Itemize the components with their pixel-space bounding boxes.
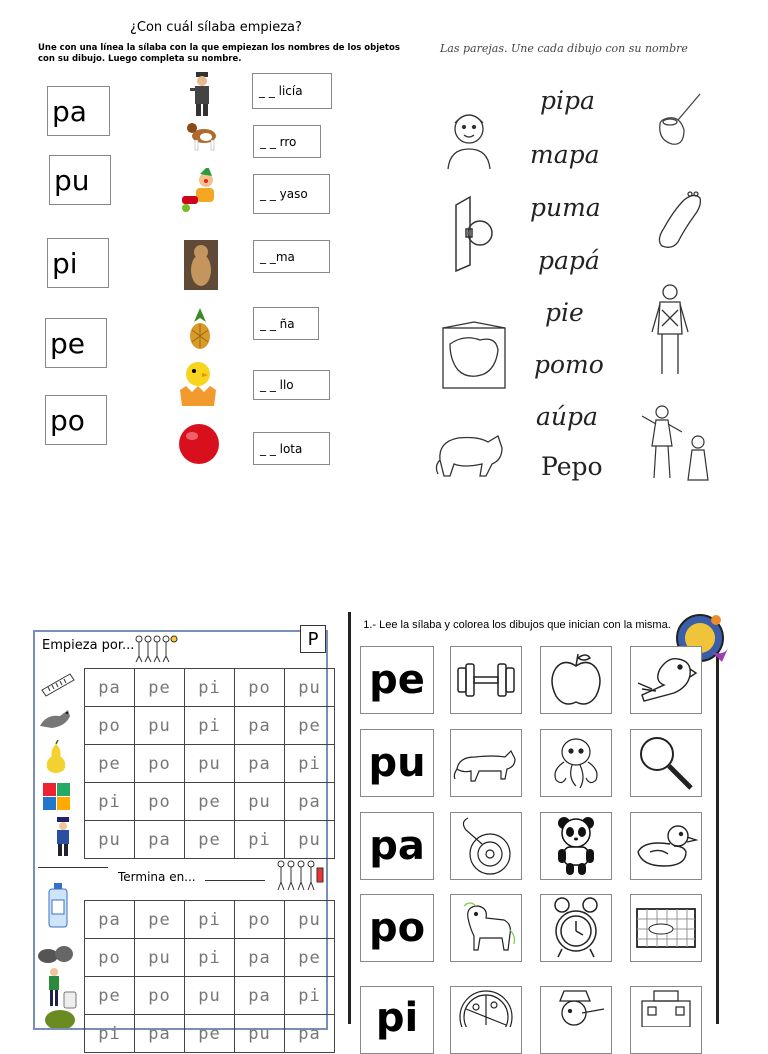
top-cell[interactable]: pu [85,821,135,859]
top-cell[interactable]: pu [135,707,185,745]
q2-word-pipa: pipa [540,86,595,115]
kids-group-icon-2 [276,858,324,896]
divider-right [205,880,265,881]
puma-photo [184,240,218,290]
q2-title: Las parejas. Une cada dibujo con su nombre [440,42,688,55]
bottom-cell[interactable]: pu [135,939,185,977]
q2-word-pomo: pomo [534,350,604,379]
q2-word-pie: pie [545,298,584,327]
bottom-cell[interactable]: pa [235,977,285,1015]
bottom-row [85,939,335,977]
q3-footer-header: Termina en... [118,870,196,884]
lifting-child-drawing [638,402,718,488]
q1-title: ¿Con cuál sílaba empieza? [130,20,302,35]
syllable-box-pe: pe [45,318,107,368]
q4-syllable-po: po [360,894,434,962]
bottom-cell[interactable]: pa [235,939,285,977]
building-picture[interactable] [630,986,702,1054]
kids-group-icon [134,634,178,668]
police-figure-icon [50,816,76,862]
top-cell[interactable]: pa [235,707,285,745]
piano-icon [40,670,76,702]
bottom-cell[interactable]: po [235,901,285,939]
pipe-drawing [654,90,704,152]
top-cell[interactable]: pa [85,669,135,707]
goal-net-picture[interactable] [630,894,702,962]
syllable-box-pu: pu [49,155,111,205]
syllable-box-pa: pa [47,86,110,136]
top-cell[interactable]: pe [285,707,335,745]
grid-termina-en [84,900,335,1053]
policeman-icon [186,70,216,118]
q2-word-puma: puma [530,193,601,222]
q2-word-mapa: mapa [530,140,600,169]
word-box-perro: _ _ rro [253,125,321,158]
top-cell[interactable]: pe [85,745,135,783]
top-cell[interactable]: pa [235,745,285,783]
parrot-picture[interactable] [630,646,702,714]
top-cell[interactable]: po [135,783,185,821]
top-cell[interactable]: pe [185,783,235,821]
word-box-pollo: _ _ llo [253,370,330,400]
bottom-cell[interactable]: pe [85,977,135,1015]
q4-instruction: 1.- Lee la sílaba y colorea los dibujos que inician con la misma. [363,619,671,631]
q1-instructions: Une con una línea la sílaba con la que empiezan los nombres de los objetos con su dibujo. Luego completa su nombre. [38,43,400,64]
bottom-cell[interactable]: po [85,939,135,977]
bottom-cell[interactable]: pe [285,939,335,977]
clown-icon [178,168,226,214]
top-row [85,669,335,707]
letter-p-badge: P [300,625,326,653]
puma-drawing [434,420,506,486]
top-cell[interactable]: po [85,707,135,745]
top-row [85,783,335,821]
bottom-cell[interactable]: pe [185,1015,235,1053]
top-cell[interactable]: pi [285,745,335,783]
bottom-cell[interactable]: pu [185,977,235,1015]
top-cell[interactable]: pi [235,821,285,859]
pizza-picture[interactable] [450,986,522,1054]
q4-syllable-pu: pu [360,729,434,797]
top-cell[interactable]: pi [85,783,135,821]
dumbbell-picture[interactable] [450,646,522,714]
top-cell[interactable]: pi [185,707,235,745]
puma-outline-picture[interactable] [450,729,522,797]
q3-header: Empieza por... [42,638,135,653]
bottom-row [85,977,335,1015]
bottom-cell[interactable]: pa [85,901,135,939]
divider-left [38,867,108,868]
syllable-box-pi: pi [47,238,109,288]
top-row [85,707,335,745]
top-cell[interactable]: pu [285,821,335,859]
q2-word-aupa: aúpa [536,402,598,431]
top-cell[interactable]: pu [285,669,335,707]
top-row [85,821,335,859]
top-cell[interactable]: pe [135,669,185,707]
q4-syllable-pe: pe [360,646,434,714]
door-knob-drawing [452,195,496,277]
pony-picture[interactable] [450,894,522,962]
word-box-pina: _ _ ña [253,307,319,340]
top-cell[interactable]: pu [185,745,235,783]
bottom-cell[interactable]: pu [235,1015,285,1053]
bottom-cell[interactable]: pe [135,901,185,939]
q4-syllable-pi: pi [360,986,434,1054]
bottom-cell[interactable]: pu [285,901,335,939]
duck-picture[interactable] [630,812,702,880]
man-drawing [648,282,692,382]
word-box-payaso: _ _ yaso [253,174,330,214]
panda-picture[interactable] [540,812,612,880]
top-cell[interactable]: pe [185,821,235,859]
pear-icon [42,740,70,780]
octopus-picture[interactable] [540,729,612,797]
bottom-cell[interactable]: pi [85,1015,135,1053]
top-cell[interactable]: pa [135,821,185,859]
bottom-cell[interactable]: pi [185,939,235,977]
magnifier-picture[interactable] [630,729,702,797]
bottom-cell[interactable]: pi [285,977,335,1015]
yoyo-picture[interactable] [450,812,522,880]
alarm-clock-picture[interactable] [540,894,612,962]
bottom-row [85,1015,335,1053]
q4-left-border [348,612,351,1024]
q2-word-papa: papá [538,246,600,275]
bottom-row [85,901,335,939]
chick-icon [178,356,218,408]
q4-syllable-pa: pa [360,812,434,880]
q4-right-border [716,640,719,1024]
pineapple-icon [186,308,214,350]
boy-face-drawing [444,105,494,174]
map-drawing [440,320,510,396]
side-credit-text [20,888,32,1018]
top-cell[interactable]: pi [185,669,235,707]
apple-picture[interactable] [540,646,612,714]
word-box-puma: _ _ma [253,240,330,273]
toilet-boy-icon [44,966,78,1014]
ball-icon [176,422,222,464]
top-cell[interactable]: po [135,745,185,783]
pigeon-icon [36,706,76,740]
top-cell[interactable]: po [235,669,285,707]
word-box-policia: _ _ licía [252,73,332,109]
dog-icon [186,118,222,154]
word-box-pelota: _ _ lota [253,432,330,465]
bottom-cell[interactable]: po [135,977,185,1015]
top-cell[interactable]: pu [235,783,285,821]
pinocchio-picture[interactable] [540,986,612,1054]
bottom-cell[interactable]: pi [185,901,235,939]
bottom-cell[interactable]: pa [285,1015,335,1053]
bottom-cell[interactable]: pa [135,1015,185,1053]
grid-empieza-por [84,668,335,859]
bottle-icon [46,882,70,934]
top-row [85,745,335,783]
syllable-box-po: po [45,395,107,445]
bush-icon [44,1008,76,1032]
top-cell[interactable]: pa [285,783,335,821]
foot-drawing [654,190,704,254]
puzzle-icon [42,782,72,816]
q2-word-pepo: Pepo [541,452,603,481]
